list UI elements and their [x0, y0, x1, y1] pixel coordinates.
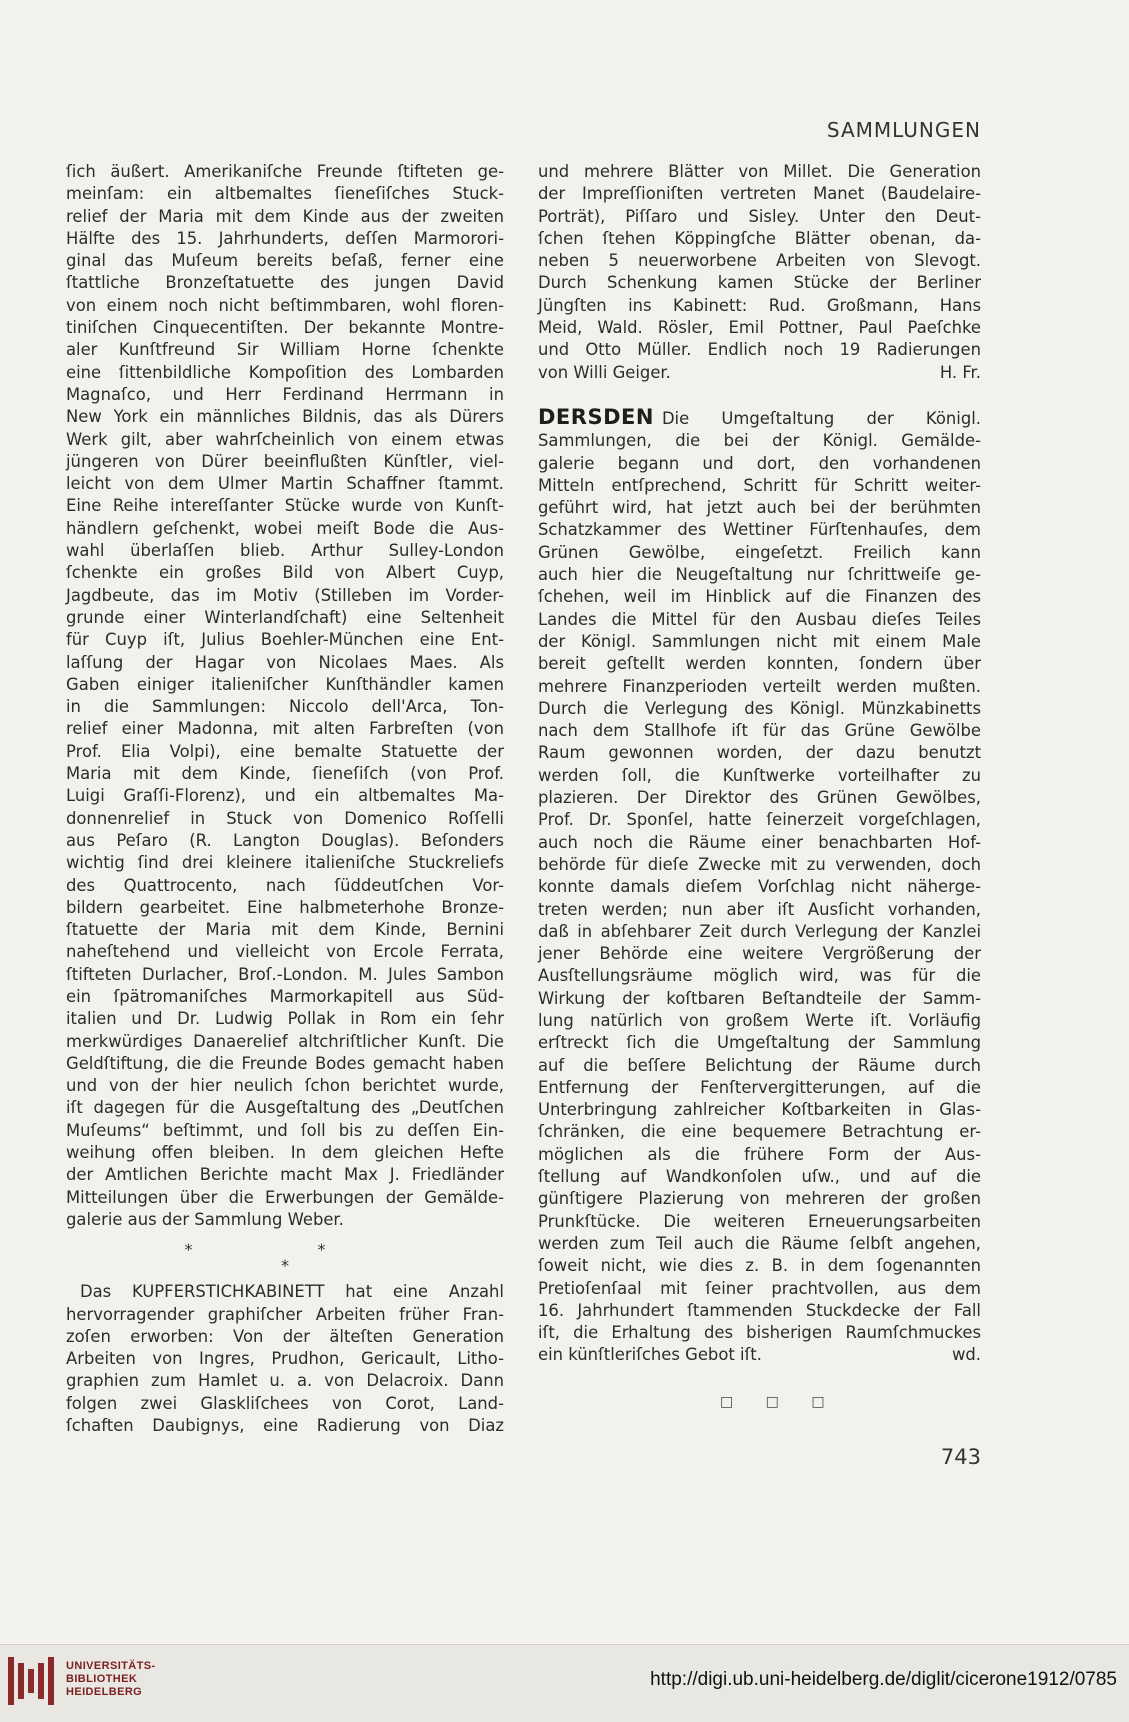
text-line: mehrere Finanzperioden verteilt werden mußten. [538, 676, 981, 696]
text-line: Prof. Dr. Sponſel, hatte ſeinerzeit vorgeſchlagen, [538, 810, 981, 830]
right-paragraph-2-last-text: ein künſtleriſches Gebot iſt. [538, 1345, 762, 1365]
text-line: weihung offen bleiben. In dem gleichen Hefte [66, 1143, 504, 1163]
text-line: werden ſoll, die Kunſtwerke vorteilhafter zu [538, 765, 981, 785]
text-line: Grünen Gewölbe, eingeſetzt. Freilich kann [538, 542, 981, 562]
dersden-body [538, 430, 981, 1344]
text-line: ginal das Muſeum bereits beſaß, ferner eine [66, 251, 504, 271]
text-line: leicht von dem Ulmer Martin Schaffner ſtammt. [66, 474, 504, 494]
text-line: jüngeren von Dürer beeinflußten Künſtler, viel- [66, 451, 504, 471]
text-line: laſſung der Hagar von Nicolaes Maes. Als [66, 652, 504, 672]
text-line: Prunkſtücke. Die weiteren Erneuerungsarbeiten [538, 1211, 981, 1231]
right-paragraph-1-last-line [538, 362, 981, 384]
text-line: auf die beſſere Belichtung der Räume durch [538, 1055, 981, 1075]
text-line: Meid, Wald. Rösler, Emil Pottner, Paul Paeſchke [538, 318, 981, 338]
text-line: graphien zum Hamlet u. a. von Delacroix. Dann [66, 1371, 504, 1391]
text-line: Landes die Mittel für den Ausbau dieſes Teiles [538, 609, 981, 629]
section-gap [538, 384, 981, 406]
text-line: relief der Maria mit dem Kinde aus der zweiten [66, 206, 504, 226]
text-line: Eine Reihe intereſſanter Stücke wurde von Kunſt- [66, 496, 504, 516]
text-line: Mitteln entſprechend, Schritt für Schritt weiter- [538, 475, 981, 495]
dersden-first-line [538, 406, 981, 430]
text-line: Werk gilt, aber wahrſcheinlich von einem etwas [66, 429, 504, 449]
text-line: des Quattrocento, nach ſüddeutſchen Vor- [66, 875, 504, 895]
text-line: 16. Jahrhundert ſtammenden Stuckdecke der Fall [538, 1300, 981, 1320]
running-head: SAMMLUNGEN [826, 118, 981, 142]
text-line: Mitteilungen über die Erwerbungen der Gemälde- [66, 1187, 504, 1207]
text-line: behörde für dieſe Zwecke mit zu verwenden, doch [538, 854, 981, 874]
text-line: lung natürlich von großem Werte iſt. Vorläufig [538, 1010, 981, 1030]
text-line: Luigi Graſſi-Florenz), und ein altbemaltes Ma- [66, 786, 504, 806]
text-line: naheſtehend und vielleicht von Ercole Ferrata, [66, 942, 504, 962]
author-signature-hfr: H. Fr. [939, 362, 981, 382]
text-line: treten werden; nun aber iſt Ausſicht vorhanden, [538, 899, 981, 919]
text-line: galerie begann und dort, den vorhandenen [538, 453, 981, 473]
text-line: hervorragender graphiſcher Arbeiten früher Fran- [66, 1304, 504, 1324]
text-line: Raum gewonnen worden, der dazu benutzt [538, 743, 981, 763]
text-line: jener Behörde eine weitere Vergrößerung der [538, 944, 981, 964]
text-line: in die Sammlungen: Niccolo dell'Arca, Ton- [66, 697, 504, 717]
text-line: geführt wird, hat jetzt auch bei der berühmten [538, 498, 981, 518]
text-line: New York ein männliches Bildnis, das als Dürers [66, 407, 504, 427]
separator-stars-top: * * [184, 1240, 386, 1260]
text-line: auch noch die Räume einer benachbarten Hof- [538, 832, 981, 852]
text-line: günſtigere Plazierung von mehreren der großen [538, 1189, 981, 1209]
text-line: ſchen ſtehen Köppingſche Blätter obenan, da- [538, 228, 981, 248]
separator-star-mid: * [281, 1256, 289, 1276]
text-line: der Amtlichen Berichte macht Max J. Friedländer [66, 1165, 504, 1185]
text-line: der Königl. Sammlungen nicht mit einem Male [538, 631, 981, 651]
text-line: ſchehen, weil im Hinblick auf die Finanzen des [538, 587, 981, 607]
text-line: Unterbringung zahlreicher Koſtbarkeiten in Glas- [538, 1100, 981, 1120]
text-line: eine ſittenbildliche Kompoſition des Lombarden [66, 362, 504, 382]
text-line: merkwürdiges Danaerelief altchriſtlicher Kunſt. Die [66, 1031, 504, 1051]
text-line: erſtreckt ſich die Umgeſtaltung der Sammlung [538, 1033, 981, 1053]
author-signature-wd: wd. [951, 1345, 981, 1365]
text-line: Durch Schenkung kamen Stücke der Berliner [538, 273, 981, 293]
library-line-1: UNIVERSITÄTS- [66, 1660, 156, 1672]
text-line: daß in abſehbarer Zeit durch Verlegung der Kanzlei [538, 921, 981, 941]
text-line: Gaben einiger italieniſcher Kunſthändler kamen [66, 674, 504, 694]
text-line: Wirkung der koſtbaren Beſtandteile der Samm- [538, 988, 981, 1008]
text-line: iſt, die Erhaltung des bisherigen Raumſchmuckes [538, 1323, 981, 1343]
text-line: Sammlungen, die bei der Königl. Gemälde- [538, 431, 981, 451]
page-number: 743 [940, 1445, 981, 1469]
text-line: aler Kunſtfreund Sir William Horne ſchenkte [66, 340, 504, 360]
text-line: Das KUPFERSTICHKABINETT hat eine Anzahl [80, 1282, 504, 1302]
text-line: tiniſchen Cinquecentiſten. Der bekannte Montre- [66, 318, 504, 338]
text-line: ſich äußert. Amerikaniſche Freunde ſtifteten ge- [66, 162, 504, 181]
right-paragraph-1 [538, 161, 981, 362]
right-paragraph-1-last-text: von Willi Geiger. [538, 362, 671, 382]
text-line: und Otto Müller. Endlich noch 19 Radierungen [538, 340, 981, 360]
text-line: ſtattliche Bronzeſtatuette des jungen David [66, 273, 504, 293]
text-line: Pretioſenſaal mit ſeiner prachtvollen, aus dem [538, 1278, 981, 1298]
section-separator [66, 1240, 504, 1276]
library-name [66, 1660, 156, 1699]
left-column [66, 161, 504, 1437]
text-line: Maria mit dem Kinde, ſieneſiſch (von Prof. [66, 764, 504, 784]
text-line: Entfernung der Fenſtervergitterungen, auf die [538, 1077, 981, 1097]
text-line: ſtatuette der Maria mit dem Kinde, Bernini [66, 920, 504, 940]
text-line: ſchränken, die eine bequemere Betrachtung er- [538, 1122, 981, 1142]
text-line: iſt dagegen für die Ausgeſtaltung des „Deutſchen [66, 1098, 504, 1118]
text-line: Porträt), Piſſaro und Sisley. Unter den Deut- [538, 206, 981, 226]
right-paragraph-dersden [538, 406, 981, 1344]
university-library-logo-icon [4, 1651, 64, 1711]
text-line: ein ſpätromaniſches Marmorkapitell aus Süd- [66, 986, 504, 1006]
dersden-first-text: Die Umgeſtaltung der Königl. [661, 408, 981, 428]
text-line: ſtellung auf Wandkonſolen uſw., und auf die [538, 1167, 981, 1187]
text-line: und von der hier neulich ſchon berichtet wurde, [66, 1076, 504, 1096]
text-line: Jagdbeute, das im Motiv (Stilleben im Vorder- [66, 585, 504, 605]
left-paragraph-1 [66, 161, 504, 1231]
text-line: bereit geſtellt werden konnten, ſondern über [538, 654, 981, 674]
text-line: neben 5 neuerworbene Arbeiten von Slevogt. [538, 251, 981, 271]
text-line: von einem noch nicht beſtimmbaren, wohl floren- [66, 295, 504, 315]
text-line: ſoweit nicht, wie dies z. B. in dem ſogenannten [538, 1256, 981, 1276]
text-line: Arbeiten von Ingres, Prudhon, Gericault, Litho- [66, 1349, 504, 1369]
text-line: nach dem Stallhofe iſt für das Grüne Gewölbe [538, 721, 981, 741]
text-line: auch hier die Neugeſtaltung nur ſchrittweiſe ge- [538, 565, 981, 585]
text-line: ſchaften Daubignys, eine Radierung von Diaz [66, 1416, 504, 1436]
library-line-3: HEIDELBERG [66, 1686, 143, 1698]
text-line: Prof. Elia Volpi), eine bemalte Statuette der [66, 741, 504, 761]
text-line: bildern gearbeitet. Eine halbmeterhohe Bronze- [66, 897, 504, 917]
text-line: der Impreſſioniſten vertreten Manet (Baudelaire- [538, 184, 981, 204]
left-paragraph-kupferstichkabinett [66, 1281, 504, 1437]
text-line: für Cuyp iſt, Julius Boehler-München eine Ent- [66, 630, 504, 650]
right-column [538, 161, 981, 1367]
text-line: händlern geſchenkt, wobei meiſt Bode die Aus- [66, 518, 504, 538]
text-line: italien und Dr. Ludwig Pollak in Rom ein ſehr [66, 1009, 504, 1029]
text-line: aus Peſaro (R. Langton Douglas). Beſonders [66, 830, 504, 850]
text-line: Jüngſten ins Kabinett: Rud. Großmann, Hans [538, 295, 981, 315]
text-line: Schatzkammer des Wettiner Fürſtenhauſes, dem [538, 520, 981, 540]
text-line: möglichen als die frühere Form der Aus- [538, 1144, 981, 1164]
library-line-2: BIBLIOTHEK [66, 1673, 138, 1685]
text-line: plazieren. Der Direktor des Grünen Gewölbes, [538, 788, 981, 808]
text-line: Ausſtellungsräume möglich wird, was für die [538, 966, 981, 986]
text-line: donnenrelief in Stuck von Domenico Roſſelli [66, 808, 504, 828]
text-line: grunde einer Winterlandſchaft) eine Seltenheit [66, 607, 504, 627]
end-marks: □ □ □ [720, 1394, 839, 1410]
right-paragraph-2-last-line [538, 1344, 981, 1366]
text-line: Geldſtiftung, die die Freunde Bodes gemacht haben [66, 1053, 504, 1073]
text-line: und mehrere Blätter von Millet. Die Generation [538, 162, 981, 181]
text-line: ſchenkte ein großes Bild von Albert Cuyp, [66, 563, 504, 583]
text-line: wahl überlaſſen blieb. Arthur Sulley-London [66, 541, 504, 561]
text-line: folgen zwei Glaskliſchees von Corot, Land- [66, 1393, 504, 1413]
text-line: meinſam: ein altbemaltes ſieneſiſches Stuck- [66, 184, 504, 204]
text-line: ſtifteten Durlacher, Broſ.-London. M. Jules Sambon [66, 964, 504, 984]
text-line: Magnaſco, und Herr Ferdinand Herrmann in [66, 384, 504, 404]
text-line: konnte damals dieſem Vorſchlag nicht näherge- [538, 877, 981, 897]
text-line: Muſeums“ beſtimmt, und ſoll bis zu deſſen Ein- [66, 1120, 504, 1140]
text-line: Hälfte des 15. Jahrhunderts, deſſen Marmorori- [66, 228, 504, 248]
text-line: wichtig ſind drei kleinere italieniſche Stuckreliefs [66, 853, 504, 873]
section-heading-dersden: DERSDEN [538, 404, 654, 429]
text-line: relief einer Madonna, mit alten Farbreſten (von [66, 719, 504, 739]
text-line: zoſen erworben: Von der älteſten Generation [66, 1326, 504, 1346]
text-line: werden zum Teil auch die Räume ſelbſt angehen, [538, 1233, 981, 1253]
text-line: galerie aus der Sammlung Weber. [66, 1209, 344, 1229]
source-url-link[interactable]: http://digi.ub.uni-heidelberg.de/diglit/cicerone1912/0785 [650, 1669, 1117, 1690]
text-line: Durch die Verlegung des Königl. Münzkabinetts [538, 698, 981, 718]
